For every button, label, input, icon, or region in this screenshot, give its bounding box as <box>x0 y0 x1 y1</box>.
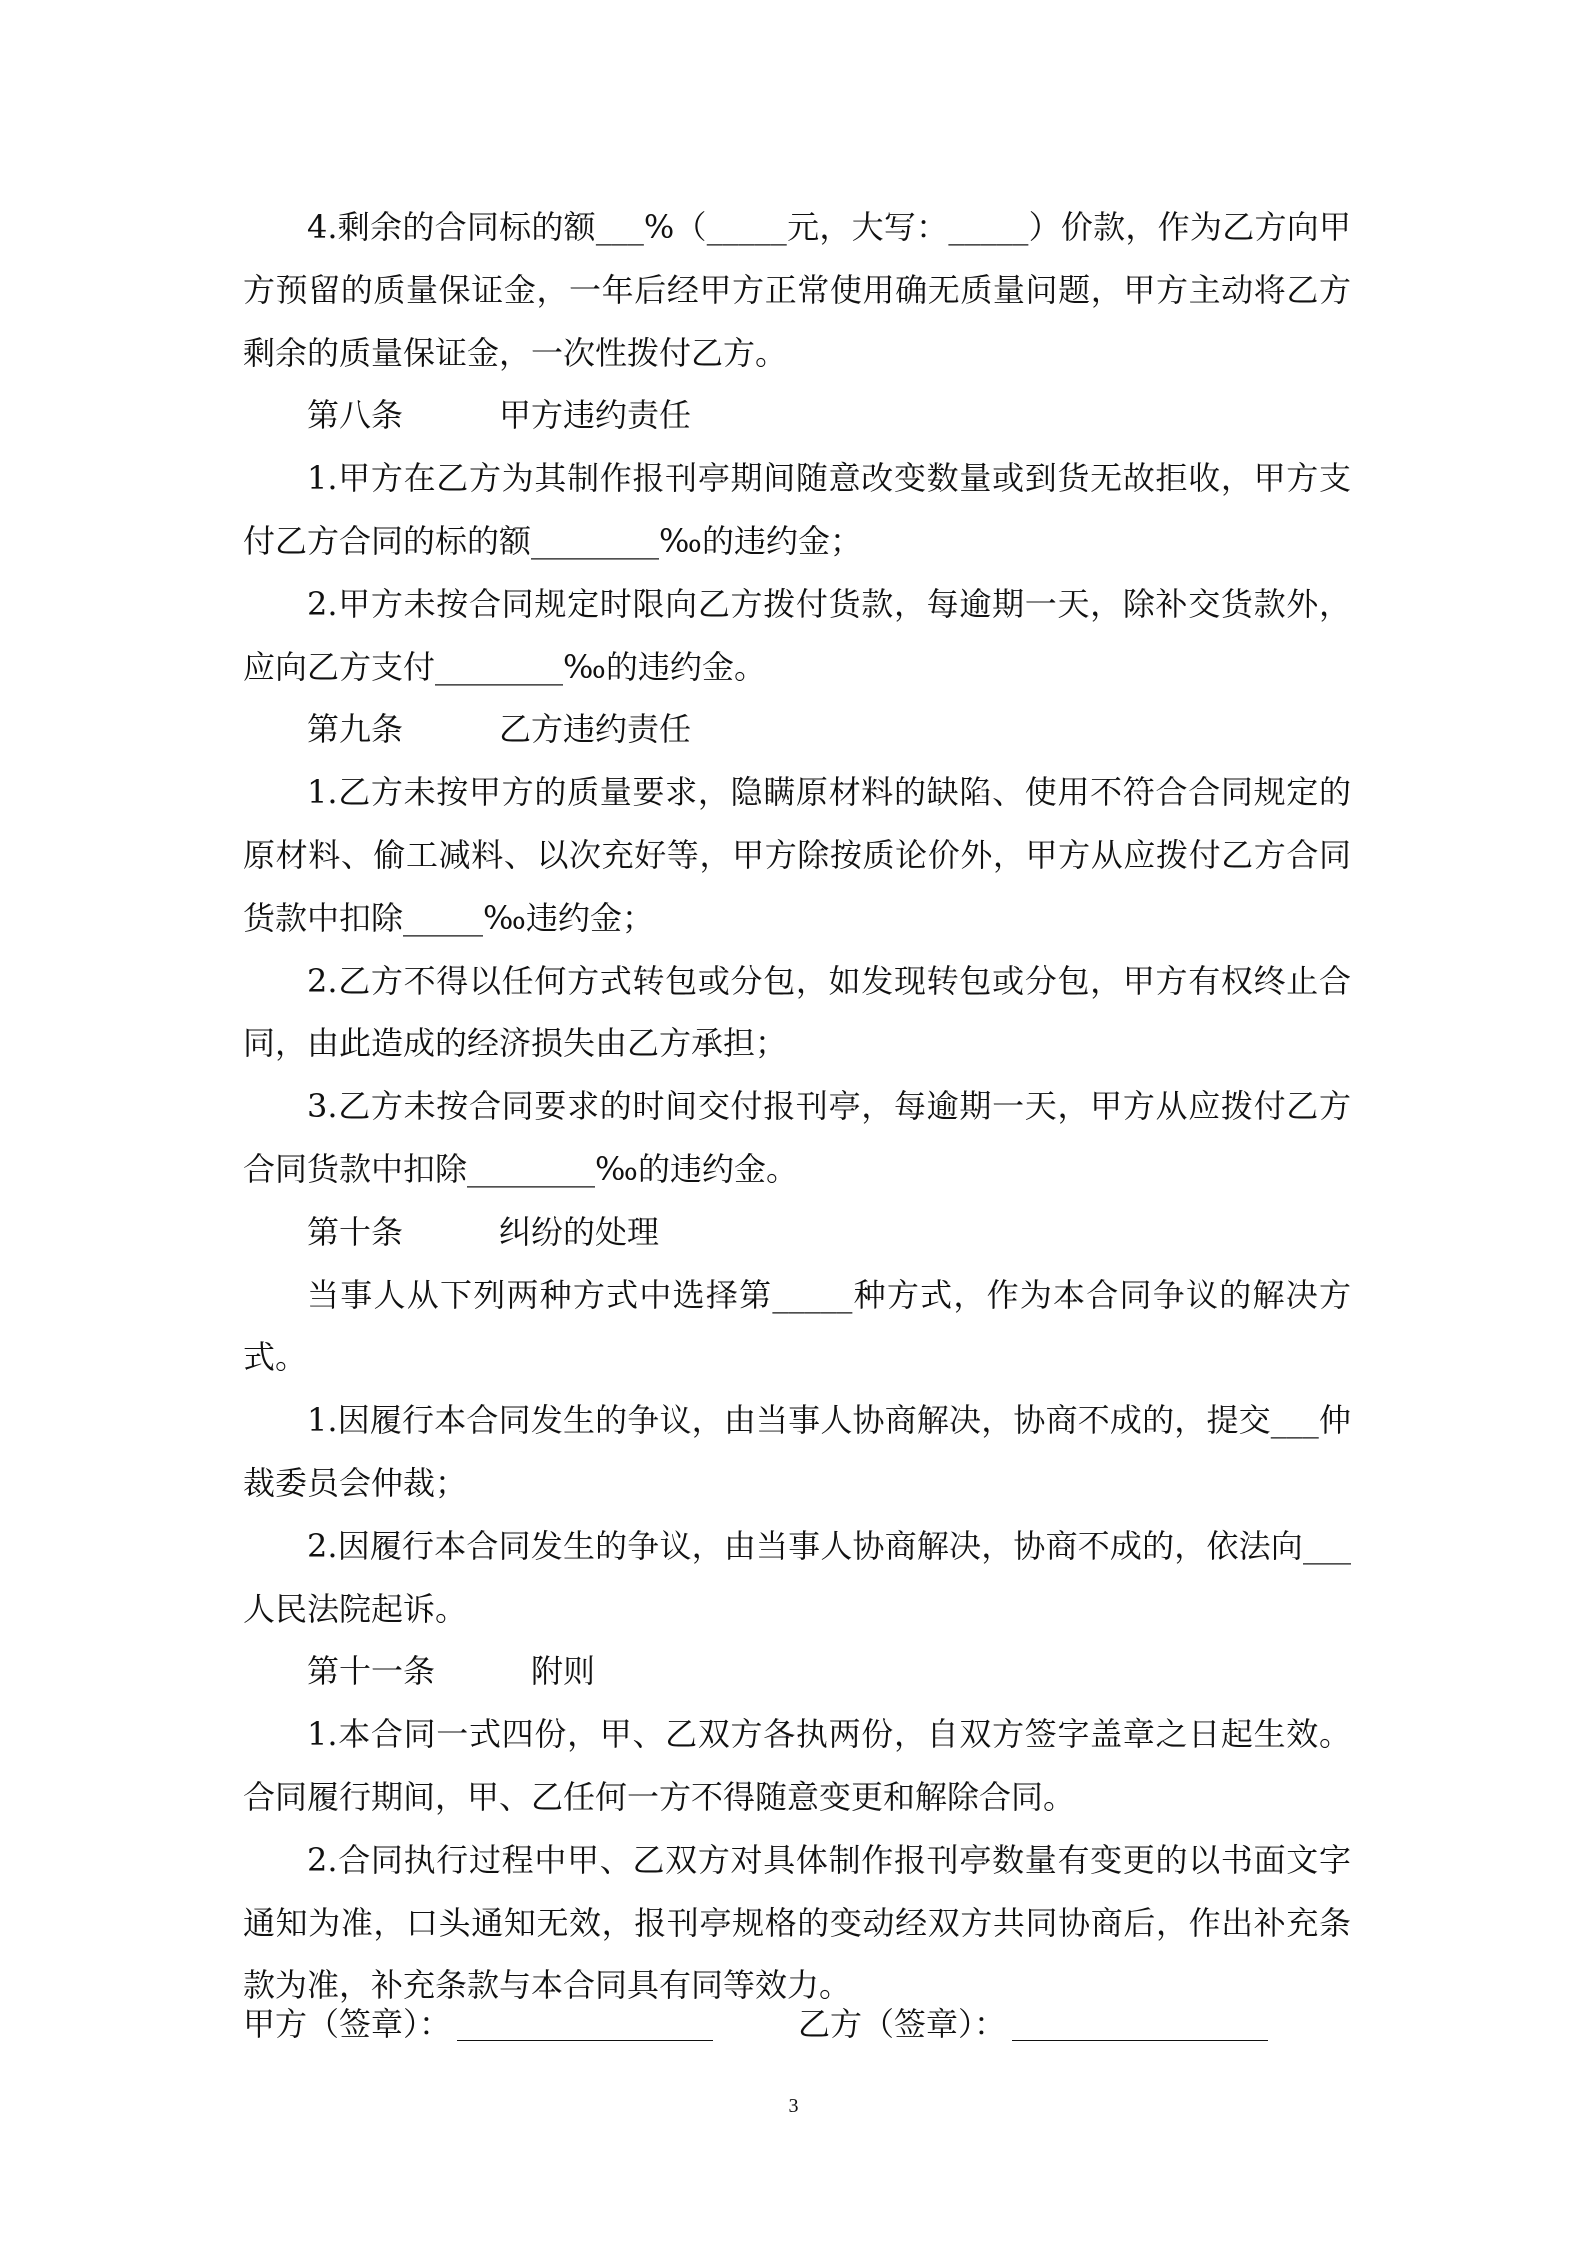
party-b-signature-line <box>1012 2010 1268 2041</box>
clause-7-item-4: 4.剩余的合同标的额___%（_____元，大写：_____）价款，作为乙方向甲方预留的质量保证金，一年后经甲方正常使用确无质量问题，甲方主动将乙方剩余的质量保证金，一次性拨付乙方。 <box>243 208 1351 372</box>
article-9-title: 乙方违约责任 <box>499 710 692 749</box>
party-b-signature <box>798 1999 1268 2049</box>
article-10-title: 纠纷的处理 <box>499 1212 660 1251</box>
article-9-heading <box>243 698 1351 761</box>
article-10-number: 第十条 <box>307 1212 404 1251</box>
article-10-item-2: 2.因履行本合同发生的争议，由当事人协商解决，协商不成的，依法向___人民法院起诉。 <box>243 1526 1351 1628</box>
article-11-heading <box>243 1640 1351 1703</box>
article-11-item-2: 2.合同执行过程中甲、乙双方对具体制作报刊亭数量有变更的以书面文字通知为准，口头通知无效，报刊亭规格的变动经双方共同协商后，作出补充条款为准，补充条款与本合同具有同等效力。 <box>243 1840 1351 2005</box>
signature-row <box>243 1999 1351 2049</box>
page-number: 3 <box>788 2095 799 2117</box>
article-8-item-1: 1.甲方在乙方为其制作报刊亭期间随意改变数量或到货无故拒收，甲方支付乙方合同的标的额________‰的违约金； <box>243 459 1351 560</box>
article-8-heading <box>243 384 1351 447</box>
party-a-signature-line <box>457 2010 713 2041</box>
party-a-signature <box>243 1999 713 2049</box>
article-8-number: 第八条 <box>307 396 404 435</box>
article-10-item-1: 1.因履行本合同发生的争议，由当事人协商解决，协商不成的，提交___仲裁委员会仲裁； <box>243 1401 1351 1502</box>
article-10-heading <box>243 1201 1351 1264</box>
article-8-item-2: 2.甲方未按合同规定时限向乙方拨付货款，每逾期一天，除补交货款外，应向乙方支付________‰的违约金。 <box>243 584 1351 686</box>
article-11-title: 附则 <box>531 1652 596 1691</box>
article-8-title: 甲方违约责任 <box>499 396 692 435</box>
party-b-label: 乙方（签章）： <box>798 2005 1007 2043</box>
article-9-item-2: 2.乙方不得以任何方式转包或分包，如发现转包或分包，甲方有权终止合同，由此造成的经济损失由乙方承担； <box>243 961 1351 1063</box>
article-9-number: 第九条 <box>307 710 404 749</box>
article-11-number: 第十一条 <box>307 1652 436 1691</box>
article-9-item-3: 3.乙方未按合同要求的时间交付报刊亭，每逾期一天，甲方从应拨付乙方合同货款中扣除________‰的违约金。 <box>243 1087 1351 1188</box>
article-9-item-1: 1.乙方未按甲方的质量要求，隐瞒原材料的缺陷、使用不符合合同规定的原材料、偷工减料、以次充好等，甲方除按质论价外，甲方从应拨付乙方合同货款中扣除_____‰违约金； <box>243 773 1351 937</box>
document-body <box>243 196 1351 2017</box>
party-a-label: 甲方（签章）： <box>243 2005 452 2043</box>
article-11-item-1: 1.本合同一式四份，甲、乙双方各执两份，自双方签字盖章之日起生效。合同履行期间，甲、乙任何一方不得随意变更和解除合同。 <box>243 1715 1351 1816</box>
article-10-intro: 当事人从下列两种方式中选择第_____种方式，作为本合同争议的解决方式。 <box>243 1275 1351 1377</box>
